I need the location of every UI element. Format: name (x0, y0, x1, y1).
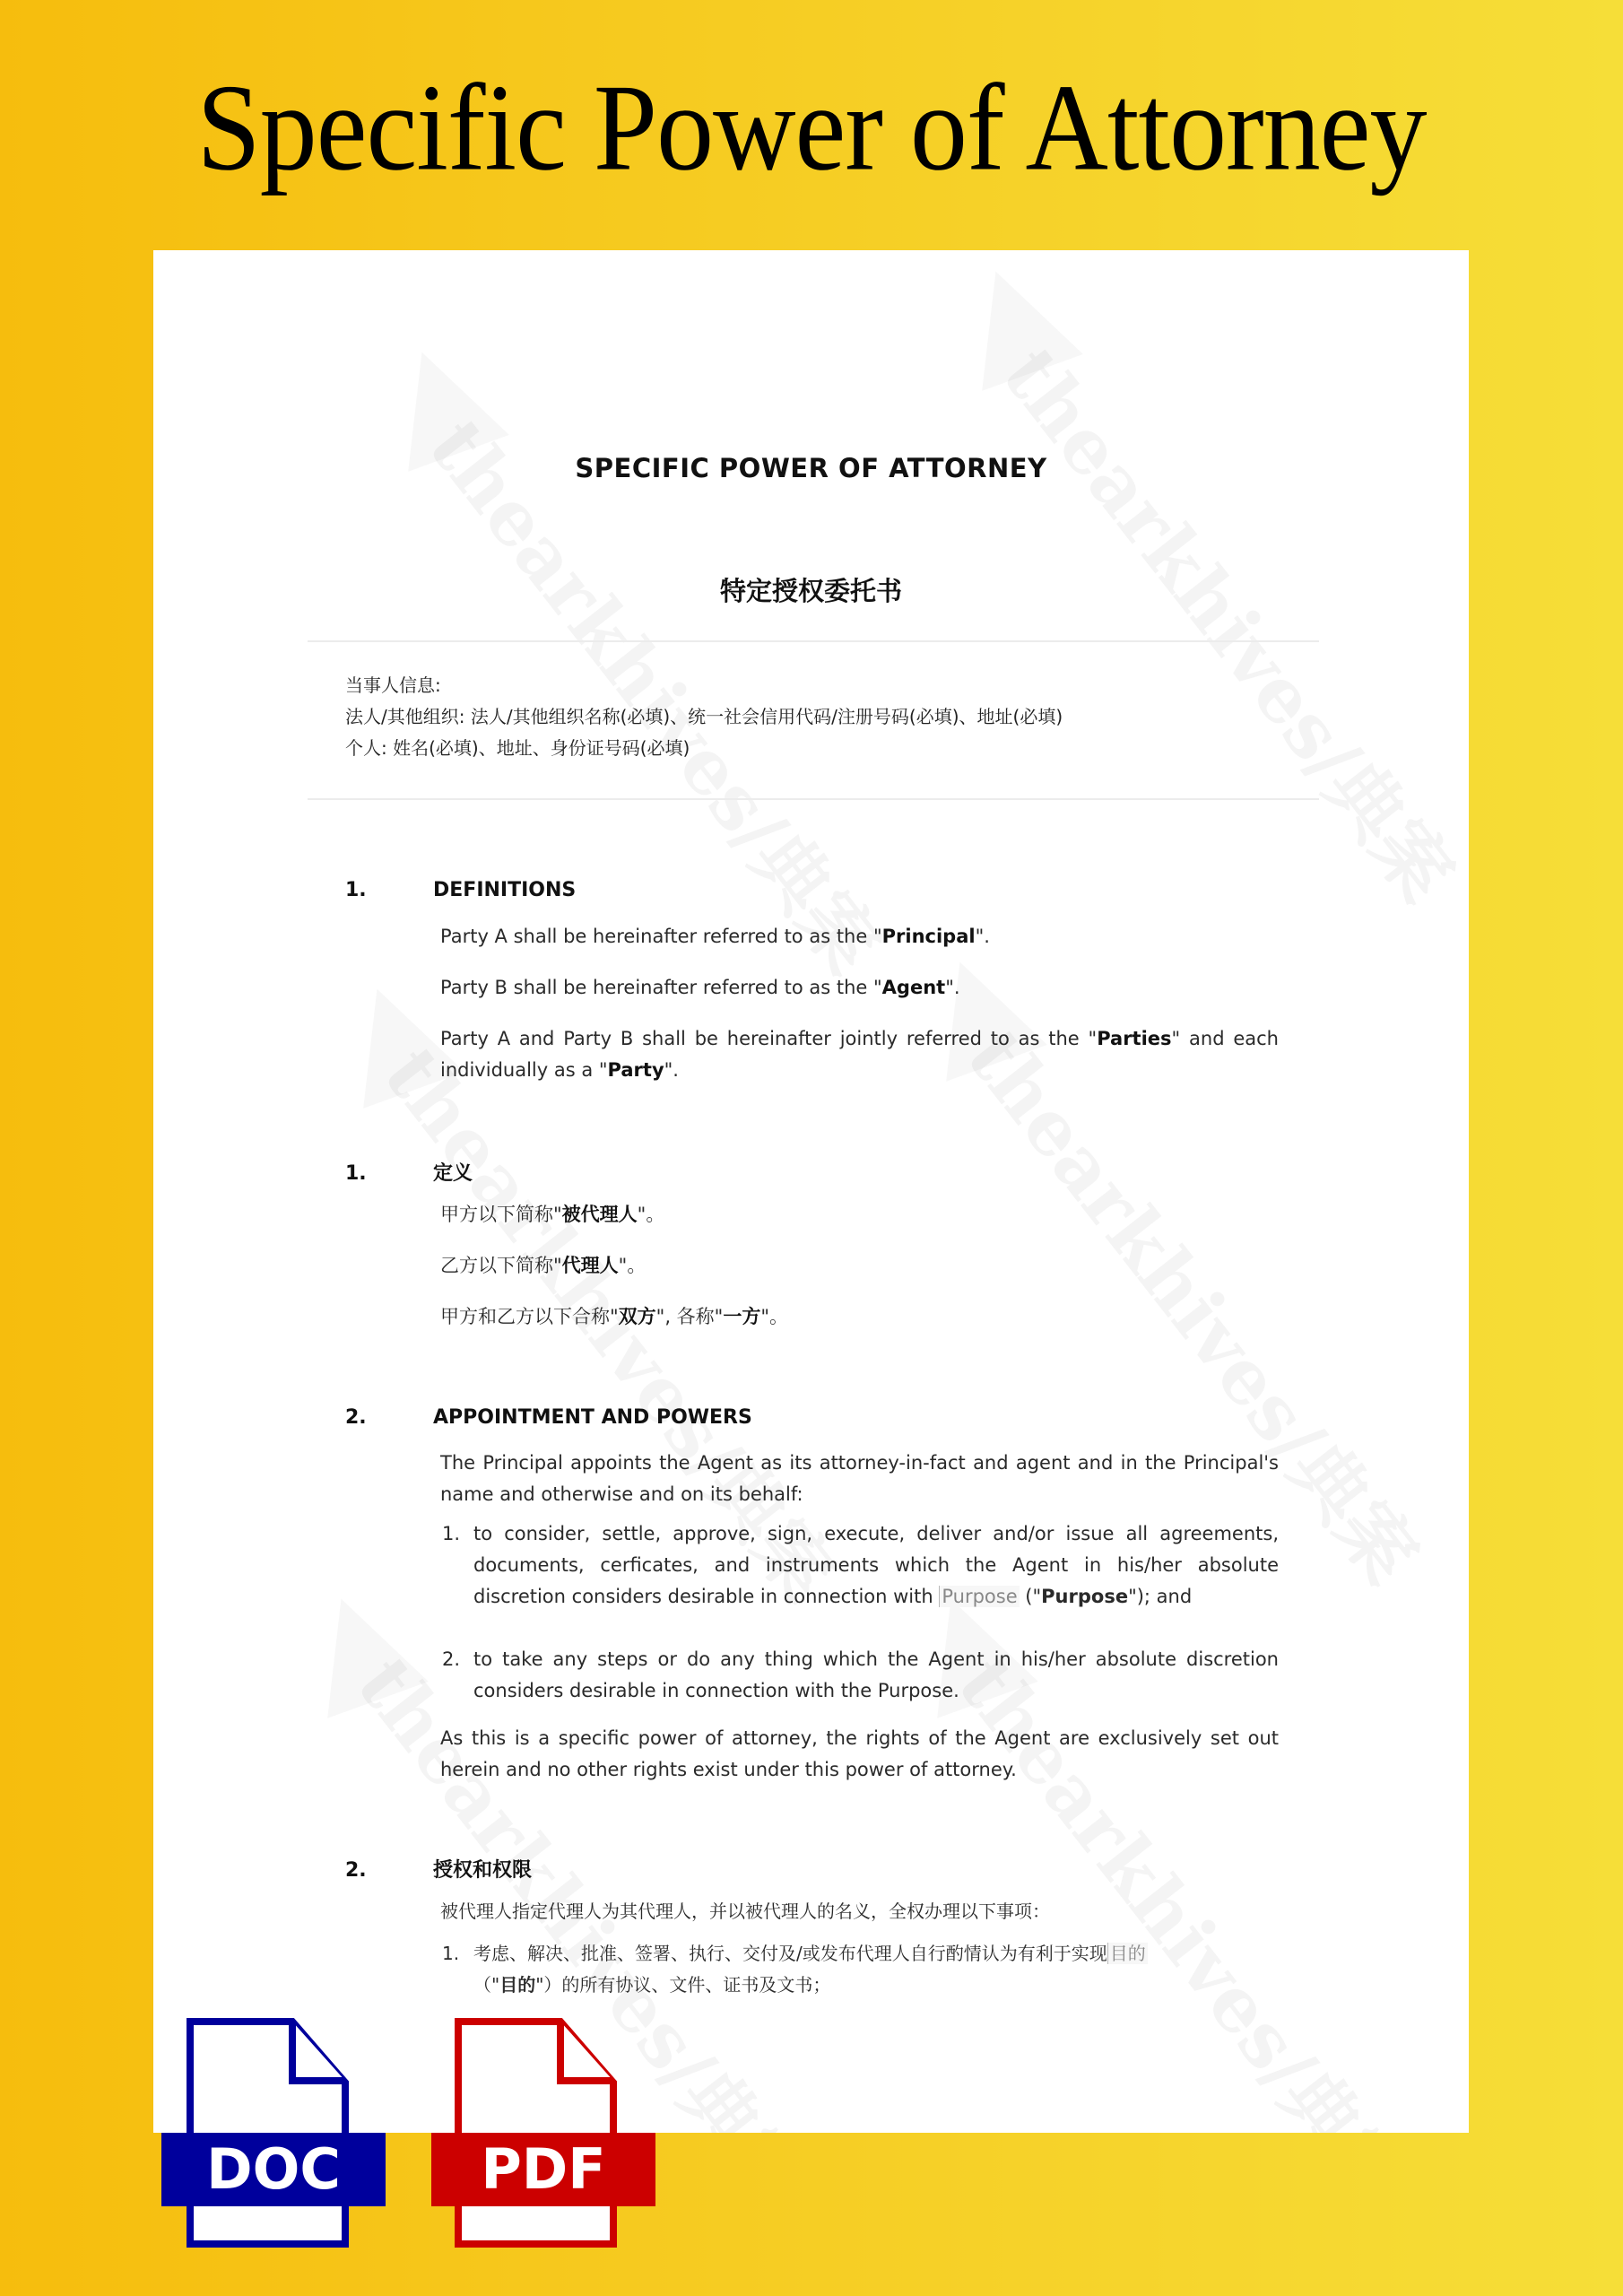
party-info (345, 670, 1063, 764)
definition-paragraph: Party A shall be hereinafter referred to as the "Principal". (440, 926, 990, 947)
document-preview (153, 250, 1469, 2133)
section-heading (345, 879, 576, 901)
divider (308, 640, 1319, 642)
power-list-item: 2. to take any steps or do any thing which the Agent in his/her absolute discretion considers desirable in connection with the Purpose. (442, 1648, 1279, 1701)
document-title-cn: 特定授权委托书 (719, 576, 902, 606)
banner-title: Specific Power of Attorney (196, 58, 1427, 196)
party-info-legal-entity: 法人/其他组织: 法人/其他组织名称(必填)、统一社会信用代码/注册号码(必填)、地址(必填) (345, 706, 1063, 727)
document-title: SPECIFIC POWER OF ATTORNEY (575, 453, 1047, 483)
purpose-field[interactable]: 目的 (1107, 1943, 1148, 1964)
definition-paragraph: 甲方以下简称"被代理人"。 (440, 1204, 665, 1225)
section-heading (345, 1855, 532, 1883)
power-list-item: 1. to consider, settle, approve, sign, execute, deliver and/or issue all agreements, documents, cerficates, and instruments which the Agent in his/her absolute discretion considers desirable in connection with Purpose ("Purpose"); and (442, 1523, 1279, 1607)
section-title: APPOINTMENT AND POWERS (433, 1406, 752, 1429)
party-info-heading: 当事人信息: (345, 674, 441, 696)
appointment-intro: The Principal appoints the Agent as its attorney-in-fact and agent and in the Principal's name and otherwise and on its behalf: (440, 1452, 1279, 1505)
watermark (983, 322, 1469, 920)
party-info-individual: 个人: 姓名(必填)、地址、身份证号码(必填) (345, 737, 690, 759)
section-number: 1. (345, 879, 367, 901)
definition-paragraph: Party A and Party B shall be hereinafter jointly referred to as the "Parties" and each individually as a "Party". (440, 1028, 1279, 1081)
definition-paragraph: 甲方和乙方以下合称"双方", 各称"一方"。 (440, 1306, 789, 1327)
definition-paragraph: 乙方以下简称"代理人"。 (440, 1255, 647, 1276)
section-number: 1. (345, 1162, 367, 1185)
appointment-intro: 被代理人指定代理人为其代理人，并以被代理人的名义，全权办理以下事项： (440, 1900, 1050, 1922)
section-title: 定义 (433, 1162, 473, 1185)
definition-paragraph: Party B shall be hereinafter referred to as the "Agent". (440, 977, 960, 998)
watermark-logo-icon (291, 1580, 429, 1718)
section-heading (345, 1406, 752, 1429)
section-title: 授权和权限 (433, 1859, 533, 1882)
watermark-logo-icon (945, 253, 1083, 391)
section-number: 2. (345, 1406, 367, 1429)
power-list-item: 1. 考虑、解决、批准、签署、执行、交付及/或发布代理人自行酌情认为有利于实现 目的 （"目的"）的所有协议、文件、证书及文书； (442, 1943, 1146, 1996)
closing-paragraph: As this is a specific power of attorney, the rights of the Agent are exclusively set out herein and no other rights exist under this power of attorney. (440, 1727, 1279, 1780)
doc-label: DOC (206, 2136, 341, 2202)
watermark-logo-icon (371, 334, 509, 472)
section-heading (345, 1158, 473, 1186)
pdf-label: PDF (481, 2136, 606, 2202)
doc-download-button[interactable] (161, 2014, 386, 2257)
pdf-download-button[interactable] (431, 2014, 655, 2257)
section-title: DEFINITIONS (433, 879, 577, 901)
section-number: 2. (345, 1859, 367, 1882)
divider (308, 798, 1319, 800)
purpose-field[interactable]: Purpose (939, 1586, 1019, 1607)
